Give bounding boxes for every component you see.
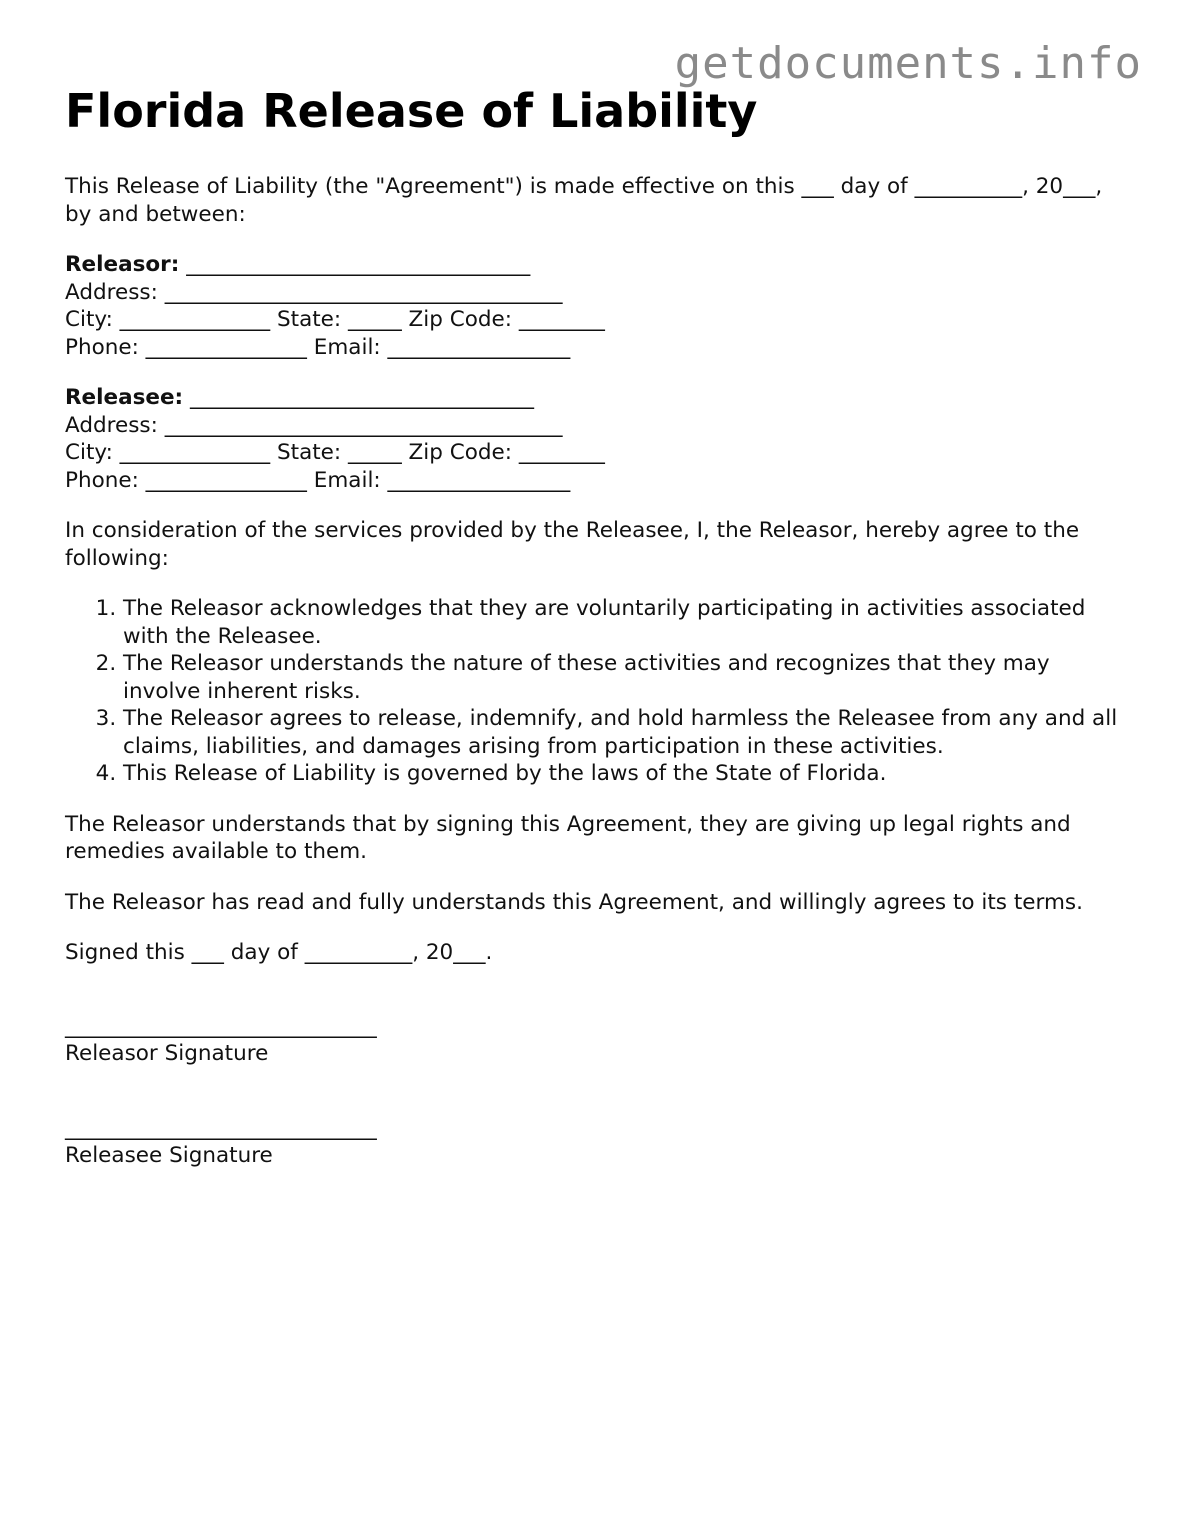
term-item: 4. This Release of Liability is governed by the laws of the State of Florida. [123,760,1125,788]
releasor-name-line [65,251,1125,279]
document-page [65,82,1125,1194]
releasee-signature-line: _____________________________ [65,1115,377,1141]
terms-list [65,595,1125,788]
term-item: 2. The Releasor understands the nature of these activities and recognizes that they may involve inherent risks. [123,650,1125,705]
releasee-city-state-zip-line: City: ______________ State: _____ Zip Code: ________ [65,440,605,465]
releasor-address-line: Address: _____________________________________ [65,279,563,305]
releasor-label: Releasor: [65,252,180,277]
releasor-signature-label: Releasor Signature [65,1041,269,1066]
watermark: getdocuments.info [674,38,1142,89]
releasee-label: Releasee: [65,385,184,410]
releasee-phone-email-line: Phone: _______________ Email: _________________ [65,467,571,493]
spacer [65,990,1125,1013]
spacer [65,1092,1125,1115]
releasee-signature-block [65,1115,1125,1170]
releasee-signature-label: Releasee Signature [65,1143,273,1168]
releasor-city-state-zip-line: City: ______________ State: _____ Zip Code: ________ [65,307,605,332]
releasee-address-line: Address: _____________________________________ [65,412,563,438]
consideration-paragraph: In consideration of the services provided by the Releasee, I, the Releasor, hereby agree to the following: [65,518,1080,571]
signed-date-line: Signed this ___ day of __________, 20___. [65,940,493,965]
understanding-paragraph: The Releasor understands that by signing this Agreement, they are giving up legal rights and remedies available to them. [65,811,1071,864]
releasor-name-blank: ________________________________ [179,252,531,277]
term-item: 1. The Releasor acknowledges that they are voluntarily participating in activities associated with the Releasee. [123,595,1125,650]
releasee-name-blank: ________________________________ [183,385,534,410]
releasor-phone-email-line: Phone: _______________ Email: _________________ [65,334,571,360]
intro-paragraph: This Release of Liability (the "Agreement") is made effective on this ___ day of __________, 20___, by and between: [65,174,1103,227]
releasor-section [65,251,1125,361]
releasor-signature-block [65,1013,1125,1068]
releasee-section [65,384,1125,494]
acknowledgment-paragraph: The Releasor has read and fully understands this Agreement, and willingly agrees to its terms. [65,889,1083,915]
releasor-signature-line: _____________________________ [65,1013,377,1039]
document-title: Florida Release of Liability [65,84,758,138]
term-item: 3. The Releasor agrees to release, indemnify, and hold harmless the Releasee from any and all claims, liabilities, and damages arising from participation in these activities. [123,705,1125,760]
releasee-name-line [65,384,1125,412]
